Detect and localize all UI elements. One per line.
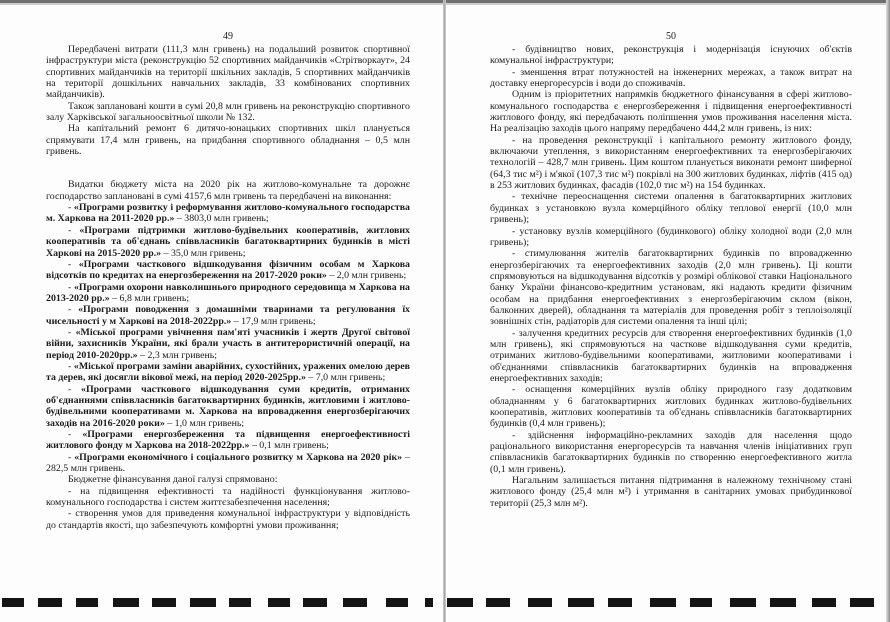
scan-mark <box>608 598 632 607</box>
scan-mark <box>425 598 433 607</box>
paragraph: Також заплановані кошти в сумі 20,8 млн гривень на реконструкцію спортивного залу Харківської загальноосвітньої школи № 132. <box>46 100 410 124</box>
program-item <box>46 429 410 452</box>
program-amount: – 35,0 млн гривень; <box>161 247 246 259</box>
program-amount: – 2,3 млн гривень; <box>137 349 218 361</box>
paragraph: - залучення кредитних ресурсів для створення енергоефективних будинків (1,0 млн гривень), які спрямовуються на часткове відшкодування суми кредитів, отриманих житлово-будівельними кооперативами, житловими кооперативами і об'єднаннями співвласників багатоквартирних будинків на впровадження енергоефективних заходів; <box>490 327 852 384</box>
scan-mark <box>343 598 367 607</box>
scan-mark <box>38 598 62 607</box>
paragraph: Одним із пріоритетних напрямків бюджетного фінансування в сфері житлово-комунального господарства є енергозбереження і підвищення енергоефективності житлового фонду, які передбачають поліпшення умов проживання населення міста. На реалізацію заходів цього напряму передбачено 444,2 млн гривень, із них: <box>490 89 852 135</box>
program-list <box>46 202 410 474</box>
paragraph: Нагальним залишається питання підтримання в належному технічному стані житлового фонду (25,4 млн м²) і утримання в санітарних умовах прибудинкової території (25,3 млн м²). <box>490 475 852 509</box>
program-prefix: - <box>68 383 82 395</box>
program-item <box>46 304 410 327</box>
page-number-left: 49 <box>223 31 233 42</box>
scan-mark <box>2 598 24 607</box>
program-amount: – 282,5 млн гривень. <box>46 451 411 475</box>
program-item <box>46 452 410 475</box>
program-name: «Програми поводження з домашніми тваринами та регулювання їх чисельності у м Харкові на 2018-2022рр.» <box>46 304 410 327</box>
scan-mark <box>229 598 251 607</box>
paragraph: Передбачені витрати (111,3 млн гривень) на подальший розвиток спортивної інфраструктури міста (реконструкцію 52 спортивних майданчиків «Стрітворкаут», 24 спортивних майданчиків на території шкільних закладів, 5 спортивних майданчиків на території дошкільних навчальних закладів, 33 комбінованих спортивних майданчиків). <box>46 44 410 101</box>
program-amount: – 7,0 млн гривень; <box>305 372 386 384</box>
program-amount: – 0,1 млн гривень; <box>249 440 329 452</box>
scan-footer-marks <box>0 598 890 609</box>
program-name: «Програми охорони навколишнього природного середовища м Харкова на 2013-2020 рр.» <box>46 281 410 304</box>
program-prefix: - <box>68 429 83 440</box>
paragraph: - установку вузлів комерційного (будинкового) обліку холодної води (2,0 млн гривень); <box>490 225 852 248</box>
scan-mark <box>152 598 176 607</box>
program-prefix: - <box>68 304 79 316</box>
right-page <box>490 44 852 509</box>
scan-mark <box>447 598 473 607</box>
paragraph: - зменшення втрат потужностей на інженерних мережах, а також витрат на доставку енергоресурсів і води до споживачів. <box>490 66 852 90</box>
paragraph: Видатки бюджету міста на 2020 рік на житлово-комунальне та дорожнє господарство заплановані в сумі 4157,6 млн гривень та передбачені на виконання: <box>46 179 410 202</box>
scan-mark <box>386 598 408 607</box>
scan-mark <box>268 598 290 607</box>
program-name: «Програми часткового відшкодування фізичним особам м Харкова відсотків по кредитах на енергозбереження на 2017-2020 роки» <box>46 258 410 282</box>
scan-mark <box>528 598 552 607</box>
program-prefix: - <box>68 326 76 338</box>
scan-mark <box>690 598 712 607</box>
program-name: «Міської програми заміни аварійних, сухостійних, уражених омелою дерев та дерев, які досягли вікової межі, на період 2020-2025рр.» <box>46 360 410 384</box>
paragraph: - здійснення інформаційно-рекламних заходів для населення щодо раціонального використання енергоресурсів та навчання членів ініціативних груп співвласників багатоквартирних будинків по створенню енергоефективного житла (0,1 млн гривень). <box>490 429 852 475</box>
scan-mark <box>650 598 676 607</box>
scan-mark <box>76 598 98 607</box>
program-item <box>46 384 410 429</box>
program-item <box>46 202 410 225</box>
program-name: «Міської програми увічнення пам'яті учасників і жертв Другої світової війни, захисників України, які брали участь в антитерористичній операції, на період 2010-2020рр.» <box>46 326 410 361</box>
paragraph: - на підвищення ефективності та надійності функціонування житлово-комунального господарства і систем життєзабезпечення населення; <box>46 485 410 509</box>
program-prefix: - <box>68 281 74 293</box>
program-item <box>46 282 410 305</box>
program-prefix: - <box>68 360 74 372</box>
program-name: «Програми часткового відшкодування суми кредитів, отриманих об'єднаннями співвласників багатоквартирних будинків, житловими і житлово-будівельними кооперативами м. Харкова на впровадження енергозберігаючих заходів на 2016-2020 роки» <box>46 383 410 429</box>
program-name: «Програми розвитку і реформування житлово-комунального господарства м. Харкова на 2011-2020 рр.» <box>46 202 410 225</box>
paragraph: - на проведення реконструкції і капітального ремонту житлового фонду, включаючи утеплення, з використанням енергоефективних та енергозберігаючих технологій – 428,7 млн гривень. Цим коштом планується виконати ремонт шиферної (64,3 тис м²) і м'якої (107,3 тис м²) покрівлі на 300 житлових будинках, ліфтів (415 од) в 253 житлових будинках, фасадів (102,0 тис м²) на 154 будинках. <box>490 134 852 192</box>
left-page <box>46 44 410 531</box>
program-prefix: - <box>68 202 74 214</box>
program-prefix: - <box>68 224 80 236</box>
scan-edge-right <box>886 0 890 622</box>
paragraph: - будівництво нових, реконструкція і модернізація існуючих об'єктів комунальної інфраструктури; <box>490 44 852 67</box>
program-amount: – 2,0 млн гривень; <box>326 270 407 282</box>
paragraph: - оснащення комерційних вузлів обліку природного газу додатковим обладнанням у 6 багатоквартирних житлових будинках житлово-будівельних кооперативів, житлових кооперативів та об'єднань співвласників багатоквартирних будинків (0,4 млн гривень); <box>490 384 852 430</box>
program-name: «Програми енергозбереження та підвищення енергоефективності житлового фонду м Харкова на 2018-2022рр.» <box>46 429 410 452</box>
paragraph: На капітальний ремонт 6 дитячо-юнацьких спортивних шкіл планується спрямувати 17,4 млн гривень, на придбання спортивного обладнання – 0,5 млн гривень. <box>46 123 410 158</box>
program-amount: – 3803,0 млн гривень; <box>174 213 269 225</box>
program-item <box>46 225 410 259</box>
program-amount: – 1,0 млн гривень; <box>164 417 245 429</box>
program-amount: – 17,9 млн гривень; <box>231 315 316 327</box>
program-name: «Програми підтримки житлово-будівельних кооперативів, житлових кооперативів та об'єднань співвласників багатоквартирних будинків в місті Харкові на 2015-2020 рр.» <box>46 224 410 259</box>
paragraph: - створення умов для приведення комунальної інфраструктури у відповідність до стандартів якості, що забезпечують комфортні умови проживання; <box>46 508 410 531</box>
program-prefix: - <box>68 258 79 270</box>
scan-mark <box>730 598 756 607</box>
scan-mark <box>486 598 510 607</box>
program-item <box>46 361 410 384</box>
scan-mark <box>190 598 216 607</box>
program-item <box>46 327 410 361</box>
scan-mark <box>303 598 327 607</box>
page-number-right: 50 <box>666 31 676 42</box>
scan-mark <box>113 598 139 607</box>
page-gutter <box>443 0 446 622</box>
program-name: «Програми економічного і соціального розвитку м Харкова на 2020 рік» <box>74 451 403 463</box>
paragraph: - стимулювання жителів багатоквартирних будинків по впровадженню енергозберігаючих та енергоефективних заходів (2,0 млн гривень). Ці кошти спрямовуються на відшкодування відсотків у розмірі облікової ставки Національного банку України фінансово-кредитним установам, які надають кредити фізичним особам на придбання енергоефективних з енергозберігаючим склом (вікон, балконних дверей), обладнання та матеріалів для проведення робіт з теплоізоляції зовнішніх стін, радіаторів для системи опалення та інші цілі; <box>490 248 852 328</box>
program-item <box>46 259 410 282</box>
program-amount: – 6,8 млн гривень; <box>109 292 190 304</box>
scan-mark <box>850 598 874 607</box>
paragraph: - технічне переоснащення системи опалення в багатоквартирних житлових будинках з установкою вузла комерційного обліку теплової енергії (10,0 млн гривень); <box>490 191 852 226</box>
paragraph: Бюджетне фінансування даної галузі спрямовано: <box>68 474 278 486</box>
scan-mark <box>812 598 836 607</box>
scan-mark <box>568 598 594 607</box>
program-prefix: - <box>68 451 75 463</box>
scan-mark <box>770 598 796 607</box>
